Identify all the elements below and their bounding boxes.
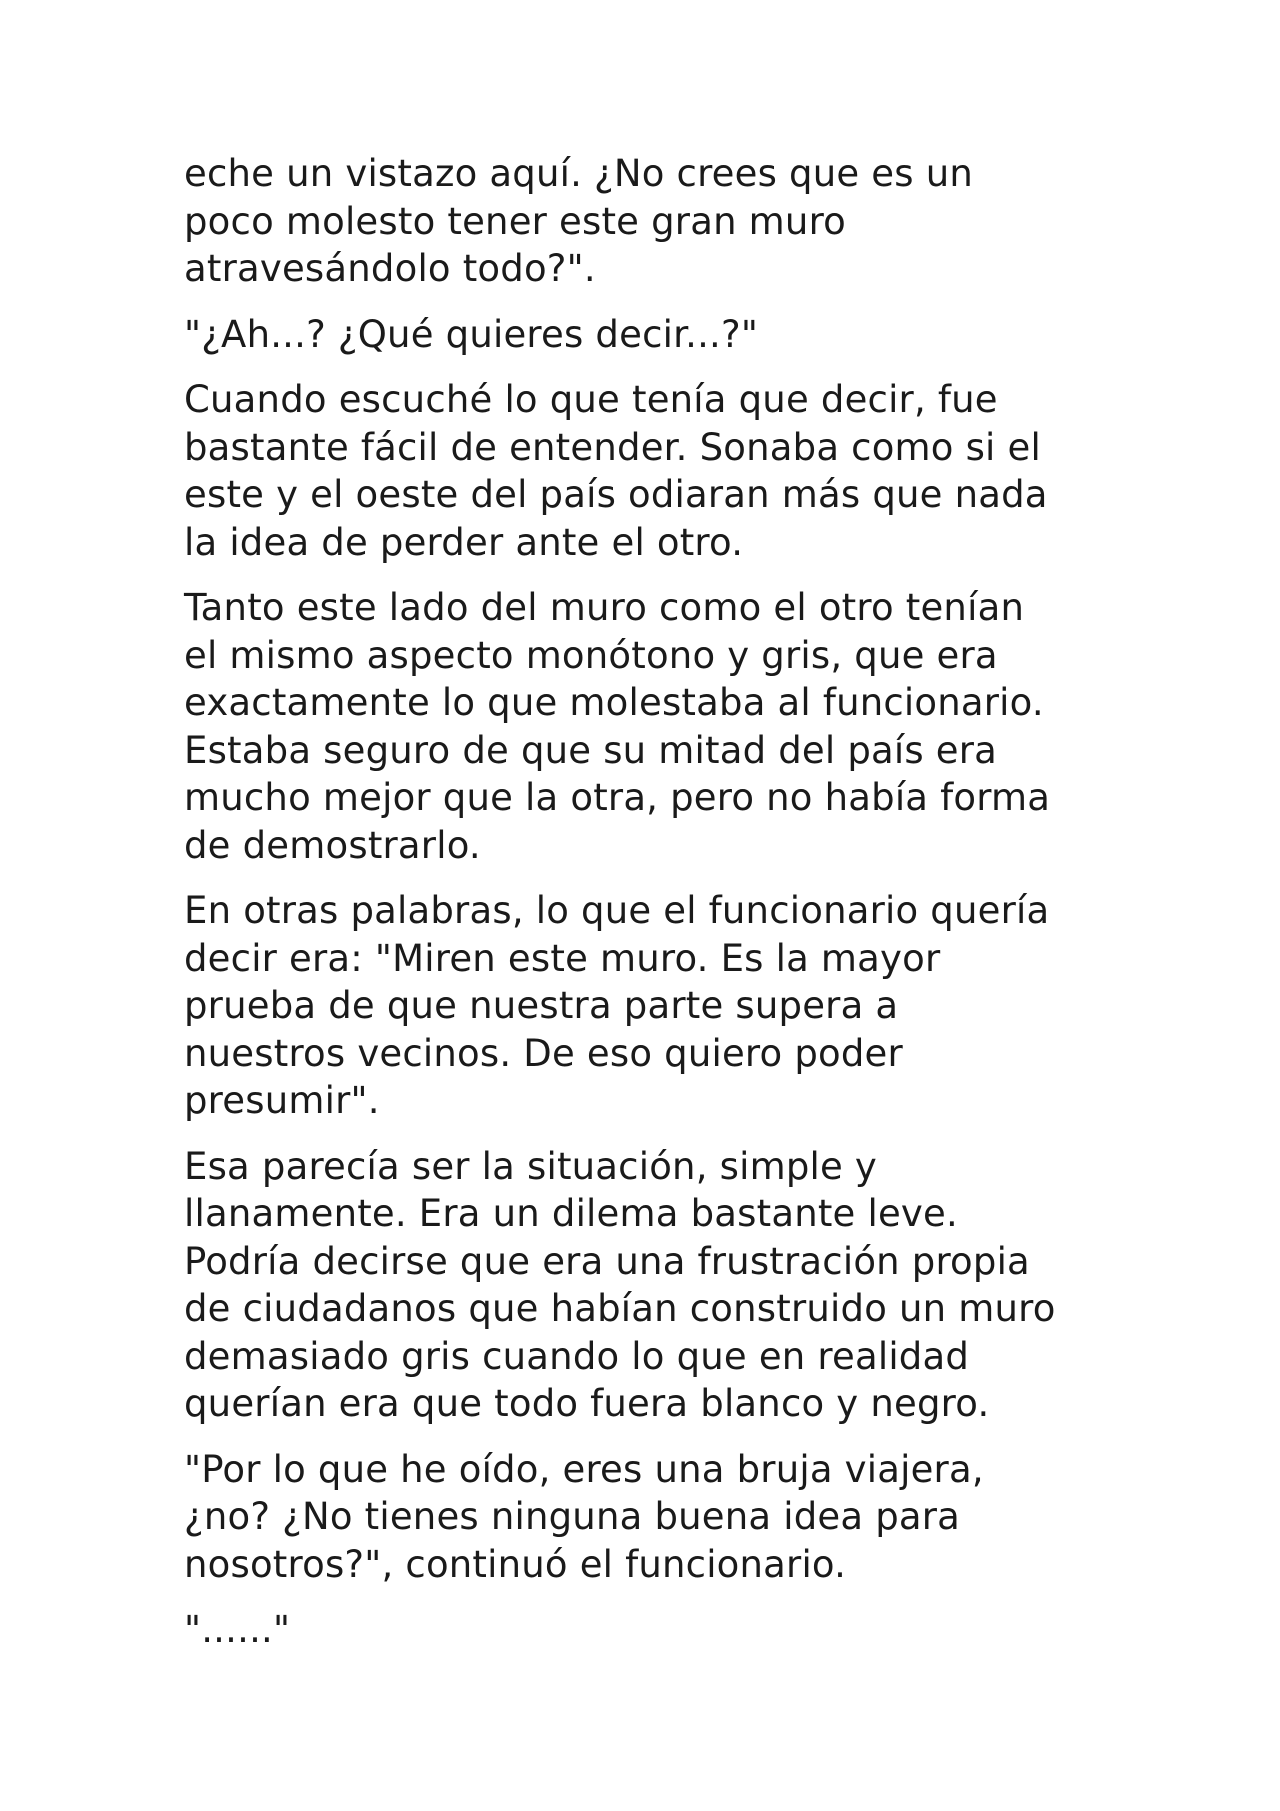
text-line: exactamente lo que molestaba al funcionario. [184, 681, 1044, 724]
text-line: prueba de que nuestra parte supera a [184, 984, 899, 1027]
paragraph-3 [184, 376, 1124, 566]
paragraph-1 [184, 150, 1124, 293]
text-line: En otras palabras, lo que el funcionario quería [184, 889, 1050, 932]
text-line: atravesándolo todo?". [184, 247, 596, 290]
text-line: "......" [184, 1608, 291, 1651]
paragraph-6 [184, 1143, 1124, 1428]
text-line: Cuando escuché lo que tenía que decir, fue [184, 378, 998, 421]
text-line: mucho mejor que la otra, pero no había forma [184, 776, 1051, 819]
text-line: Esa parecía ser la situación, simple y [184, 1144, 878, 1188]
text-line: la idea de perder ante el otro. [184, 520, 744, 564]
text-line: presumir". [184, 1079, 380, 1122]
paragraph-2 [184, 311, 1124, 359]
document-page [184, 150, 1124, 1672]
text-line: de ciudadanos que habían construido un muro [184, 1287, 1056, 1330]
text-line: ¿no? ¿No tienes ninguna buena idea para [184, 1495, 961, 1538]
text-line: el mismo aspecto monótono y gris, que era [184, 633, 998, 677]
text-line: Tanto este lado del muro como el otro tenían [184, 586, 1025, 629]
text-line: este y el oeste del país odiaran más que nada [184, 473, 1048, 516]
text-line: llanamente. Era un dilema bastante leve. [184, 1192, 958, 1235]
text-line: Estaba seguro de que su mitad del país era [184, 728, 998, 772]
text-line: Podría decirse que era una frustración propia [184, 1239, 1030, 1283]
text-line: "¿Ah...? ¿Qué quieres decir...?" [184, 312, 759, 356]
text-line: "Por lo que he oído, eres una bruja viajera, [184, 1447, 984, 1491]
paragraph-8 [184, 1606, 1124, 1654]
paragraph-5 [184, 887, 1124, 1125]
text-line: eche un vistazo aquí. ¿No crees que es un [184, 152, 973, 195]
text-line: decir era: "Miren este muro. Es la mayor [184, 936, 941, 980]
text-line: poco molesto tener este gran muro [184, 199, 847, 243]
text-line: bastante fácil de entender. Sonaba como si el [184, 425, 1041, 469]
text-line: de demostrarlo. [184, 823, 481, 867]
text-line: nosotros?", continuó el funcionario. [184, 1542, 847, 1586]
text-line: querían era que todo fuera blanco y negro. [184, 1382, 990, 1425]
text-line: demasiado gris cuando lo que en realidad [184, 1334, 970, 1378]
text-line: nuestros vecinos. De eso quiero poder [184, 1031, 903, 1075]
paragraph-4 [184, 584, 1124, 869]
paragraph-7 [184, 1446, 1124, 1589]
